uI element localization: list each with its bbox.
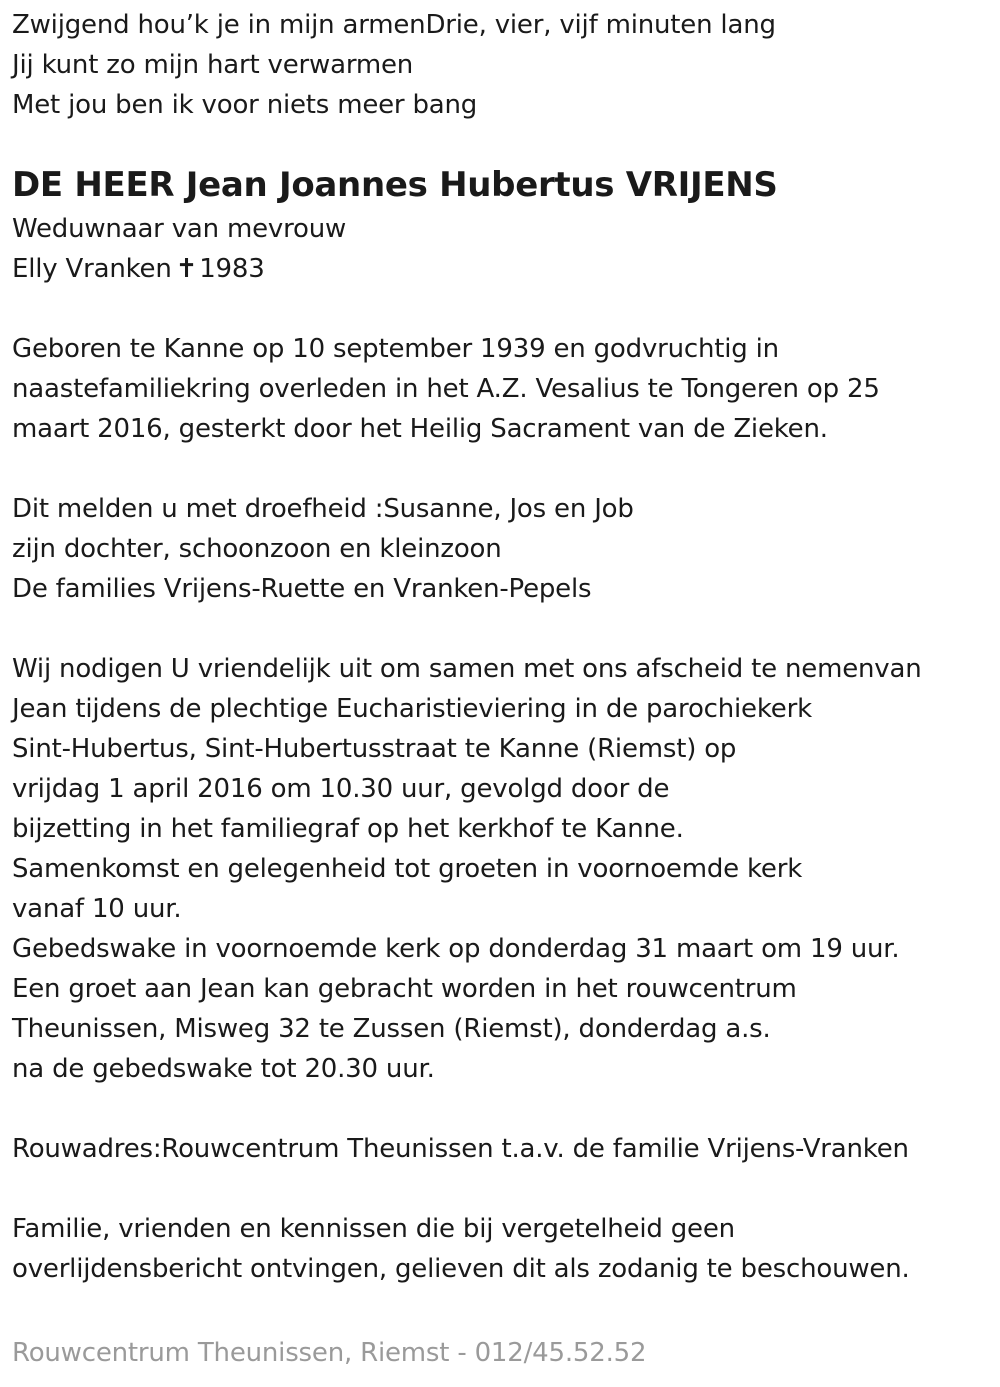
announcers-paragraph xyxy=(12,489,1000,609)
spouse-name: Elly Vranken xyxy=(12,254,172,284)
closing-paragraph xyxy=(12,1209,1000,1289)
spacer xyxy=(12,449,1000,489)
spacer xyxy=(12,609,1000,649)
funeral-home-footer: Rouwcentrum Theunissen, Riemst - 012/45.52.52 xyxy=(12,1338,647,1368)
spacer xyxy=(12,1089,1000,1129)
poem xyxy=(12,5,1000,125)
spacer xyxy=(12,289,1000,329)
text-line: Samenkomst en gelegenheid tot groeten in voornoemde kerk xyxy=(12,854,803,884)
spouse-line: Weduwnaar van mevrouw xyxy=(12,214,347,244)
text-line: Sint-Hubertus, Sint-Hubertusstraat te Kanne (Riemst) op xyxy=(12,734,737,764)
deceased-title: DE HEER Jean Joannes Hubertus VRIJENS xyxy=(12,165,778,205)
invitation-paragraph xyxy=(12,649,1000,1089)
mourning-address: Rouwadres:Rouwcentrum Theunissen t.a.v. de familie Vrijens-Vranken xyxy=(12,1134,909,1164)
text-line: bijzetting in het familiegraf op het kerkhof te Kanne. xyxy=(12,814,684,844)
text-line: De families Vrijens-Ruette en Vranken-Pepels xyxy=(12,574,592,604)
poem-line: Met jou ben ik voor niets meer bang xyxy=(12,90,478,120)
poem-line: Zwijgend hou’k je in mijn armenDrie, vier, vijf minuten lang xyxy=(12,10,776,40)
text-line: Gebedswake in voornoemde kerk op donderdag 31 maart om 19 uur. xyxy=(12,934,900,964)
text-line: zijn dochter, schoonzoon en kleinzoon xyxy=(12,534,502,564)
spouse-info xyxy=(12,209,1000,289)
text-line: Een groet aan Jean kan gebracht worden in het rouwcentrum xyxy=(12,974,797,1004)
text-line: overlijdensbericht ontvingen, gelieven dit als zodanig te beschouwen. xyxy=(12,1254,910,1284)
text-line: Dit melden u met droefheid :Susanne, Jos en Job xyxy=(12,494,634,524)
text-line: Familie, vrienden en kennissen die bij vergetelheid geen xyxy=(12,1214,735,1244)
poem-line: Jij kunt zo mijn hart verwarmen xyxy=(12,50,414,80)
text-line: Jean tijdens de plechtige Eucharistieviering in de parochiekerk xyxy=(12,694,812,724)
birth-death-paragraph xyxy=(12,329,1000,449)
text-line: Geboren te Kanne op 10 september 1939 en godvruchtig in xyxy=(12,334,779,364)
text-line: maart 2016, gesterkt door het Heilig Sacrament van de Zieken. xyxy=(12,414,828,444)
text-line: naastefamiliekring overleden in het A.Z. Vesalius te Tongeren op 25 xyxy=(12,374,880,404)
text-line: vanaf 10 uur. xyxy=(12,894,182,924)
spouse-death-year: 1983 xyxy=(199,254,265,284)
text-line: Wij nodigen U vriendelijk uit om samen met ons afscheid te nemenvan xyxy=(12,654,922,684)
spouse-name-line xyxy=(12,249,1000,289)
text-line: na de gebedswake tot 20.30 uur. xyxy=(12,1054,435,1084)
text-line: Theunissen, Misweg 32 te Zussen (Riemst), donderdag a.s. xyxy=(12,1014,771,1044)
cross-icon: ✝ xyxy=(175,254,198,284)
text-line: vrijdag 1 april 2016 om 10.30 uur, gevolgd door de xyxy=(12,774,670,804)
spacer xyxy=(12,1169,1000,1209)
